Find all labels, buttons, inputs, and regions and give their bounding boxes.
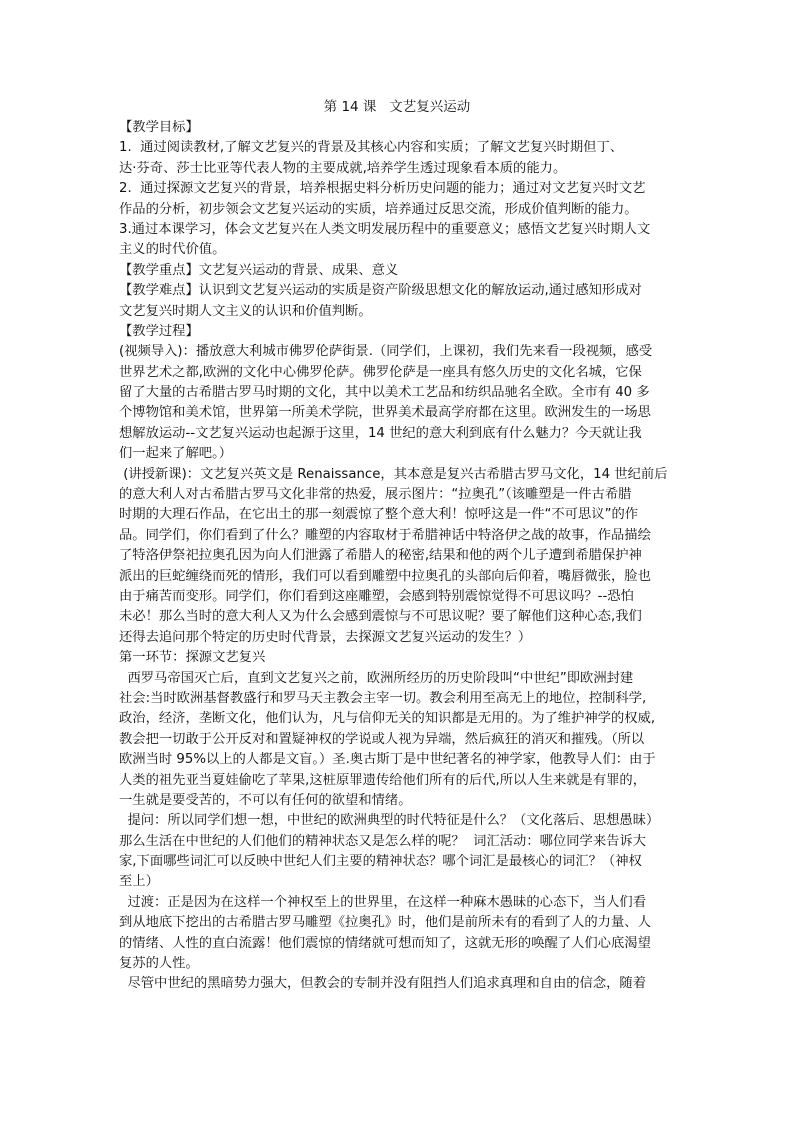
text-line: 文艺复兴时期人文主义的认识和价值判断。 [119, 303, 372, 319]
text-line: 到从地底下挖出的古希腊古罗马雕塑《拉奥孔》时，他们是前所未有的看到了人的力量、人 [119, 915, 651, 931]
text-line: 第一环节：探源文艺复兴 [119, 650, 266, 666]
text-line: 留了大量的古希腊古罗马时期的文化，其中以美术工艺品和纺织品驰名全欧。全市有 40 多 [119, 385, 650, 401]
text-line: 们一起来了解吧。） [119, 446, 233, 462]
text-line: 家,下面哪些词汇可以反映中世纪人们主要的精神状态？哪个词汇是最核心的词汇？（神权 [119, 854, 642, 870]
document-body [119, 118, 675, 995]
text-line: 【教学重点】文艺复兴运动的背景、成果、意义 [119, 262, 399, 278]
text-line: 派出的巨蛇缠绕而死的情形，我们可以看到雕塑中拉奥孔的头部向后仰着，嘴唇微张，脸也 [119, 568, 651, 584]
text-line: 尽管中世纪的黑暗势力强大，但教会的专制并没有阻挡人们追求真理和自由的信念，随着 [119, 976, 647, 992]
text-line: 品。同学们，你们看到了什么？雕塑的内容取材于希腊神话中特洛伊之战的故事，作品描绘 [119, 527, 651, 543]
text-line: 主义的时代价值。 [119, 242, 226, 258]
text-line: 个博物馆和美术馆，世界第一所美术学院，世界美术最高学府都在这里。欧洲发生的一场思 [119, 405, 651, 421]
text-line: 那么生活在中世纪的人们他们的精神状态又是怎么样的呢？ 词汇活动：哪位同学来告诉大 [119, 833, 647, 849]
text-line: 的意大利人对古希腊古罗马文化非常的热爱，展示图片：“拉奥孔”（该雕塑是一件古希腊 [119, 487, 632, 503]
document-page [119, 96, 675, 995]
lesson-title: 第 14 课 文艺复兴运动 [323, 99, 471, 115]
text-line: 【教学难点】认识到文艺复兴运动的实质是资产阶级思想文化的解放运动,通过感知形成对 [119, 283, 642, 299]
text-line: 时期的大理石作品，在它出土的那一刻震惊了整个意大利！惊呼这是一件“不可思议”的作 [119, 507, 639, 523]
text-line: (讲授新课)：文艺复兴英文是 Renaissance，其本意是复兴古希腊古罗马文化，14 世纪前后 [119, 466, 668, 482]
text-line: 还得去追问那个特定的历史时代背景，去探源文艺复兴运动的发生？） [119, 629, 532, 645]
text-line: 【教学过程】 [119, 323, 199, 339]
text-line: 西罗马帝国灭亡后，直到文艺复兴之前，欧洲所经历的历史阶段叫“中世纪”即欧洲封建 [119, 670, 634, 686]
text-line: 1. 通过阅读教材,了解文艺复兴的背景及其核心内容和实质；了解文艺复兴时期但丁、 [119, 140, 624, 156]
text-line: 达·芬奇、莎士比亚等代表人物的主要成就,培养学生透过现象看本质的能力。 [119, 160, 567, 176]
text-line: 【教学目标】 [119, 120, 199, 135]
text-line: 提问：所以同学们想一想，中世纪的欧洲典型的时代特征是什么？（文化落后、思想愚昧） [119, 813, 660, 829]
text-line: 2. 通过探源文艺复兴的背景，培养根据史料分析历史问题的能力；通过对文艺复兴时文艺 [119, 181, 646, 197]
text-line: 过渡：正是因为在这样一个神权至上的世界里，在这样一种麻木愚昧的心态下，当人们看 [119, 894, 647, 910]
text-line: 世界艺术之都,欧洲的文化中心佛罗伦萨。佛罗伦萨是一座具有悠久历史的文化名城，它保 [119, 364, 642, 380]
text-line: 至上） [119, 874, 159, 890]
text-line: 作品的分析，初步领会文艺复兴运动的实质，培养通过反思交流，形成价值判断的能力。 [119, 201, 638, 217]
text-line: 3.通过本课学习，体会文艺复兴在人类文明发展历程中的重要意义；感悟文艺复兴时期人文 [119, 221, 651, 237]
text-line: 了特洛伊祭祀拉奥孔因为向人们泄露了希腊人的秘密,结果和他的两个儿子遭到希腊保护神 [119, 548, 642, 564]
text-line: 复苏的人性。 [119, 956, 199, 972]
text-line: 欧洲当时 95%以上的人都是文盲。）圣.奥古斯丁是中世纪著名的神学家，他教导人们：由于 [119, 752, 656, 768]
text-line: (视频导入)：播放意大利城市佛罗伦萨街景.（同学们，上课初，我们先来看一段视频，感受 [119, 344, 653, 360]
text-line: 的情绪、人性的直白流露！他们震惊的情绪就可想而知了，这就无形的唤醒了人们心底渴望 [119, 935, 651, 951]
text-line: 由于痛苦而变形。同学们，你们看到这座雕塑，会感到特别震惊觉得不可思议吗？--恐怕 [119, 588, 634, 604]
text-line: 一生就是要受苦的，不可以有任何的欲望和情绪。 [119, 792, 412, 808]
text-line: 人类的祖先亚当夏娃偷吃了苹果,这桩原罪遗传给他们所有的后代,所以人生来就是有罪的， [119, 772, 647, 788]
text-line: 想解放运动--文艺复兴运动也起源于这里，14 世纪的意大利到底有什么魅力？今天就让我 [119, 425, 642, 441]
text-line: 政治，经济，垄断文化，他们认为，凡与信仰无关的知识都是无用的。为了维护神学的权威, [119, 711, 656, 727]
text-line: 社会:当时欧洲基督教盛行和罗马天主教会主宰一切。教会利用至高无上的地位，控制科学, [119, 690, 647, 706]
text-line: 未必！那么当时的意大利人又为什么会感到震惊与不可思议呢？要了解他们这种心态,我们 [119, 609, 642, 625]
text-line: 教会把一切敢于公开反对和置疑神权的学说或人视为异端，然后疯狂的消灭和摧残。（所以 [119, 731, 645, 747]
